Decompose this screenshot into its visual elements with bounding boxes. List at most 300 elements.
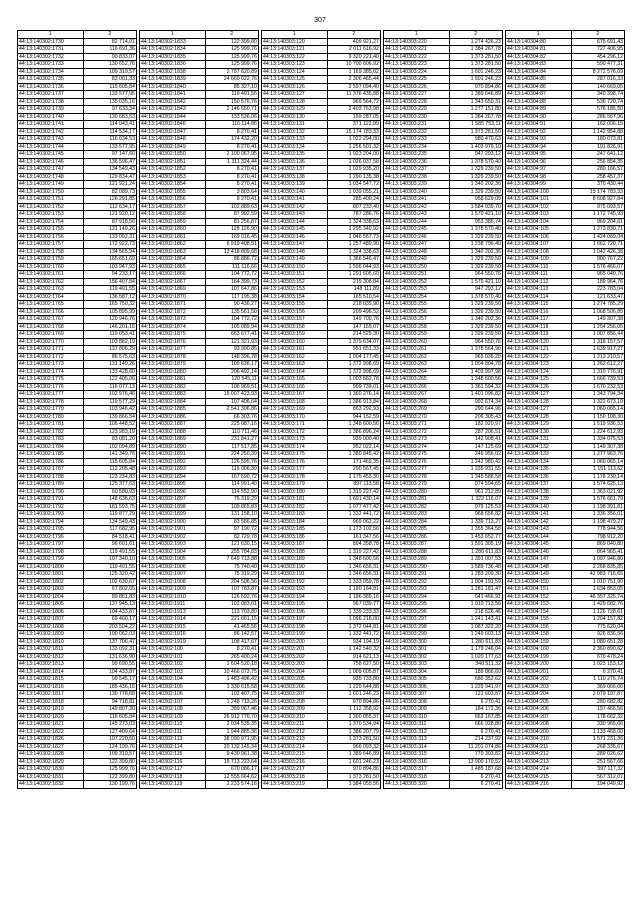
cadastral-value-cell: 131 158,10	[205, 511, 258, 519]
cadastral-number-cell: 44:13:140304:138	[505, 488, 571, 496]
cadastral-number-cell: 44:13:140304:128	[505, 413, 571, 421]
cadastral-value-cell: 115 605,84	[83, 713, 136, 721]
cadastral-number-cell: 44:13:140302:113	[139, 736, 205, 744]
cadastral-value-cell: 1 029 935,20	[327, 166, 380, 174]
table-row	[18, 166, 625, 174]
table-row	[18, 128, 625, 136]
cadastral-value-cell: 149 307,38	[571, 316, 624, 324]
cadastral-value-cell: 1 336 356,01	[571, 511, 624, 519]
cadastral-number-cell: 44:13:140302:1914	[139, 616, 205, 624]
cadastral-number-cell: 44:13:140303:174	[261, 443, 327, 451]
cadastral-number-cell: 44:13:140303:246	[383, 233, 449, 241]
cadastral-value-cell: 119 577,29	[83, 398, 136, 406]
cadastral-value-cell: 99 545,17	[83, 676, 136, 684]
table-row	[18, 743, 625, 751]
cadastral-number-cell: 44:13:140303:234	[383, 143, 449, 151]
table-row	[18, 121, 625, 129]
table-row	[18, 721, 625, 729]
table-row	[18, 578, 625, 586]
cadastral-number-cell: 44:13:140302:1784	[18, 443, 84, 451]
cadastral-value-cell: 369 066,06	[571, 683, 624, 691]
cadastral-value-cell: 967 039,77	[327, 601, 380, 609]
cadastral-number-cell: 44:13:140304:158	[505, 631, 571, 639]
cadastral-number-cell: 44:13:140304:99	[505, 181, 571, 189]
cadastral-value-cell: 1 173 102,56	[327, 526, 380, 534]
cadastral-value-cell: 251 567,66	[571, 758, 624, 766]
cadastral-number-cell: 44:13:140303:298	[383, 623, 449, 631]
cadastral-number-cell: 44:13:140302:1767	[18, 316, 84, 324]
cadastral-number-cell: 44:13:140303:252	[383, 278, 449, 286]
cadastral-value-cell: 1 691 430,14	[327, 496, 380, 504]
cadastral-number-cell: 44:13:140302:1819	[18, 706, 84, 714]
cadastral-value-cell: 120 545,11	[205, 376, 258, 384]
cadastral-value-cell: 94 233,17	[83, 271, 136, 279]
cadastral-number-cell: 44:13:140302:1828	[18, 751, 84, 759]
table-row	[18, 301, 625, 309]
cadastral-value-cell: 94 718,81	[83, 698, 136, 706]
cadastral-value-cell: 2 011 616,92	[327, 46, 380, 54]
cadastral-value-cell: 939 000,40	[327, 436, 380, 444]
cadastral-value-cell: 87 992,59	[205, 211, 258, 219]
cadastral-value-cell: 197 466,56	[571, 706, 624, 714]
cadastral-number-cell: 44:13:140303:201	[261, 646, 327, 654]
cadastral-value-cell: 131 149,26	[83, 226, 136, 234]
table-row	[18, 571, 625, 579]
cadastral-number-cell: 44:13:140303:221	[383, 46, 449, 54]
cadastral-number-cell: 44:13:140302:1753	[18, 211, 84, 219]
cadastral-number-cell: 44:13:140302:1879	[139, 361, 205, 369]
cadastral-value-cell: 1 345 588,58	[449, 473, 502, 481]
cadastral-number-cell: 44:13:140302:1781	[18, 421, 84, 429]
cadastral-value-cell: 1 519 936,53	[571, 421, 624, 429]
cadastral-value-cell: 246 956,02	[449, 451, 502, 459]
cadastral-number-cell: 44:13:140302:1864	[139, 256, 205, 264]
cadastral-number-cell: 44:13:140302:1910	[139, 593, 205, 601]
cadastral-number-cell: 44:13:140304:145	[505, 541, 571, 549]
cadastral-value-cell: 894 358,78	[327, 541, 380, 549]
cadastral-number-cell: 44:13:140304:93	[505, 136, 571, 144]
cadastral-number-cell: 44:13:140303:274	[383, 443, 449, 451]
cadastral-number-cell: 44:13:140302:1822	[18, 728, 84, 736]
cadastral-value-cell: 663 677,41	[205, 331, 258, 339]
cadastral-number-cell: 44:13:140303:134	[261, 143, 327, 151]
cadastral-value-cell: 135 561,50	[205, 308, 258, 316]
cadastral-number-cell: 44:13:140303:308	[383, 698, 449, 706]
cadastral-value-cell: 149 807,30	[83, 706, 136, 714]
cadastral-number-cell: 44:13:140302:1887	[139, 421, 205, 429]
cadastral-number-cell: 44:13:140304:204	[505, 691, 571, 699]
cadastral-value-cell: 148 111,89	[327, 286, 380, 294]
cadastral-value-cell: 280 166,57	[571, 166, 624, 174]
table-row	[18, 728, 625, 736]
cadastral-number-cell: 44:13:140302:1763	[18, 286, 84, 294]
cadastral-value-cell: 125 999,76	[205, 53, 258, 61]
cadastral-value-cell: 914 621,13	[327, 653, 380, 661]
cadastral-number-cell: 44:13:140302:1820	[18, 713, 84, 721]
table-row	[18, 136, 625, 144]
table-row	[18, 698, 625, 706]
cadastral-number-cell: 44:13:140304:205	[505, 698, 571, 706]
cadastral-value-cell: 1 010 751,90	[571, 578, 624, 586]
cadastral-number-cell: 44:13:140303:313	[383, 736, 449, 744]
cadastral-number-cell: 44:13:140303:213	[261, 736, 327, 744]
cadastral-number-cell: 44:13:140302:1780	[18, 413, 84, 421]
cadastral-value-cell: 290 567,45	[327, 466, 380, 474]
cadastral-number-cell: 44:13:140303:147	[261, 241, 327, 249]
table-row	[18, 218, 625, 226]
cadastral-value-cell: 90 436,27	[205, 301, 258, 309]
cadastral-value-cell: 116 077,13	[83, 383, 136, 391]
cadastral-number-cell: 44:13:140303:275	[383, 451, 449, 459]
cadastral-value-cell: 964 550,76	[449, 271, 502, 279]
cadastral-number-cell: 44:13:140303:128	[261, 98, 327, 106]
table-row	[18, 496, 625, 504]
cadastral-value-cell: 1 274 785,29	[571, 301, 624, 309]
cadastral-value-cell: 75 319,29	[205, 571, 258, 579]
table-row	[18, 46, 625, 54]
table-row	[18, 616, 625, 624]
cadastral-number-cell: 44:13:140302:1871	[139, 301, 205, 309]
cadastral-number-cell: 44:13:140304:150	[505, 578, 571, 586]
cadastral-value-cell: 1 142 954,88	[571, 128, 624, 136]
cadastral-number-cell: 44:13:140304:127	[505, 406, 571, 414]
cadastral-value-cell: 38 090 971,95	[205, 736, 258, 744]
cadastral-value-cell: 96 601,61	[83, 541, 136, 549]
cadastral-value-cell: 1 343 650,31	[449, 98, 502, 106]
table-row	[18, 668, 625, 676]
cadastral-number-cell: 44:13:140302:1867	[139, 278, 205, 286]
cadastral-value-cell: 1 179 246,04	[449, 646, 502, 654]
cadastral-value-cell: 964 550,76	[449, 338, 502, 346]
cadastral-value-cell: 114 552,90	[205, 488, 258, 496]
cadastral-value-cell: 109 865,83	[205, 503, 258, 511]
cadastral-number-cell: 44:13:140302:1749	[18, 181, 84, 189]
cadastral-number-cell: 44:13:140303:140	[261, 188, 327, 196]
cadastral-value-cell: 265 400,24	[205, 653, 258, 661]
cadastral-number-cell: 44:13:140303:283	[383, 511, 449, 519]
cadastral-value-cell: 15 174 783,33	[571, 188, 624, 196]
cadastral-value-cell: 124 199,76	[83, 743, 136, 751]
cadastral-number-cell: 44:13:140303:312	[383, 728, 449, 736]
cadastral-number-cell: 44:13:140303:208	[261, 698, 327, 706]
cadastral-value-cell: 1 254 256,05	[571, 323, 624, 331]
cadastral-value-cell: 1 277 151,80	[449, 106, 502, 114]
table-row	[18, 248, 625, 256]
cadastral-number-cell: 44:13:140302:1874	[139, 323, 205, 331]
cadastral-number-cell: 44:13:140302:118	[139, 773, 205, 781]
cadastral-number-cell: 44:13:140304:103	[505, 211, 571, 219]
cadastral-value-cell: 1 010 713,56	[449, 601, 502, 609]
cadastral-value-cell: 1 386 896,24	[327, 428, 380, 436]
cadastral-number-cell: 44:13:140304:214	[505, 766, 571, 774]
cadastral-value-cell: 128 126,90	[205, 226, 258, 234]
table-row	[18, 593, 625, 601]
cadastral-value-cell: 934 194,19	[327, 638, 380, 646]
cadastral-value-cell: 1 175 453,30	[327, 473, 380, 481]
cadastral-number-cell: 44:13:140304:133	[505, 451, 571, 459]
table-row	[18, 346, 625, 354]
cadastral-value-cell: 758 627,50	[327, 661, 380, 669]
cadastral-number-cell: 44:13:140303:276	[383, 458, 449, 466]
cadastral-number-cell: 44:13:140302:1858	[139, 211, 205, 219]
cadastral-value-cell: 165 651,69	[83, 256, 136, 264]
cadastral-value-cell: 1 329 239,50	[449, 166, 502, 174]
table-row	[18, 76, 625, 84]
cadastral-value-cell: 576 186,50	[571, 106, 624, 114]
cadastral-number-cell: 44:13:140302:1739	[18, 106, 84, 114]
cadastral-number-cell: 44:13:140302:1817	[18, 691, 84, 699]
cadastral-value-cell: 185 436,16	[83, 683, 136, 691]
cadastral-value-cell: 171 469,35	[327, 458, 380, 466]
cadastral-number-cell: 44:13:140302:1865	[139, 263, 205, 271]
cadastral-number-cell: 44:13:140302:1764	[18, 293, 84, 301]
cadastral-value-cell: 123 983,19	[83, 428, 136, 436]
cadastral-value-cell: 131 636,90	[83, 653, 136, 661]
cadastral-number-cell: 44:13:140303:220	[383, 38, 449, 46]
cadastral-value-cell: 86 142,57	[205, 631, 258, 639]
cadastral-number-cell: 44:13:140303:160	[261, 338, 327, 346]
cadastral-value-cell: 102 083,61	[205, 601, 258, 609]
cadastral-value-cell: 102 630,67	[83, 578, 136, 586]
cadastral-value-cell: 107 406,64	[205, 398, 258, 406]
cadastral-number-cell: 44:13:140304:101	[505, 196, 571, 204]
cadastral-value-cell: 1 248 713,26	[205, 698, 258, 706]
cadastral-number-cell: 44:13:140302:1787	[18, 466, 84, 474]
cadastral-number-cell: 44:13:140304:153	[505, 601, 571, 609]
cadastral-value-cell: 974 594,65	[449, 481, 502, 489]
cadastral-number-cell: 44:13:140302:1796	[18, 533, 84, 541]
cadastral-value-cell: 131 149,26	[83, 361, 136, 369]
cadastral-number-cell: 44:13:140303:216	[261, 758, 327, 766]
cadastral-number-cell: 44:13:140303:145	[261, 226, 327, 234]
cadastral-value-cell: 1 584 939,70	[449, 203, 502, 211]
cadastral-value-cell: 119 491,55	[83, 286, 136, 294]
cadastral-number-cell: 44:13:140303:232	[383, 128, 449, 136]
cadastral-value-cell: 1 373 281,50	[449, 61, 502, 69]
cadastral-value-cell: 258 457,37	[571, 173, 624, 181]
cadastral-value-cell: 1 380 845,42	[327, 451, 380, 459]
cadastral-value-cell: 115 605,84	[83, 83, 136, 91]
cadastral-number-cell: 44:13:140302:1833	[139, 38, 205, 46]
cadastral-number-cell: 44:13:140303:228	[383, 98, 449, 106]
cadastral-number-cell: 44:13:140304:83	[505, 61, 571, 69]
column-header: 1	[505, 31, 571, 39]
cadastral-number-cell: 44:13:140302:1778	[18, 398, 84, 406]
cadastral-value-cell: 775 620,04	[571, 623, 624, 631]
cadastral-number-cell: 44:13:140303:194	[261, 593, 327, 601]
cadastral-number-cell: 44:13:140303:153	[261, 286, 327, 294]
cadastral-value-cell: 1 142 540,32	[327, 646, 380, 654]
cadastral-value-cell: 1 280 611,83	[449, 548, 502, 556]
cadastral-value-cell: 567 312,07	[571, 773, 624, 781]
cadastral-number-cell: 44:13:140302:1802	[18, 578, 84, 586]
cadastral-number-cell: 44:13:140303:288	[383, 548, 449, 556]
cadastral-number-cell: 44:13:140303:278	[383, 473, 449, 481]
cadastral-number-cell: 44:13:140303:223	[383, 61, 449, 69]
cadastral-number-cell: 44:13:140302:1883	[139, 391, 205, 399]
cadastral-number-cell: 44:13:140302:1875	[139, 331, 205, 339]
cadastral-number-cell: 44:13:140303:156	[261, 308, 327, 316]
cadastral-number-cell: 44:13:140302:1911	[139, 601, 205, 609]
cadastral-number-cell: 44:13:140303:265	[383, 376, 449, 384]
table-row	[18, 286, 625, 294]
cadastral-value-cell: 935 733,80	[327, 676, 380, 684]
cadastral-number-cell: 44:13:140302:1811	[18, 646, 84, 654]
cadastral-number-cell: 44:13:140304:89	[505, 106, 571, 114]
cadastral-number-cell: 44:13:140302:102	[139, 661, 205, 669]
cadastral-number-cell: 44:13:140303:225	[383, 76, 449, 84]
cadastral-number-cell: 44:13:140302:1821	[18, 721, 84, 729]
table-row	[18, 241, 625, 249]
cadastral-value-cell: 2 597 094,40	[327, 83, 380, 91]
cadastral-value-cell: 8 270,41	[205, 646, 258, 654]
cadastral-value-cell: 1 429 682,76	[571, 601, 624, 609]
cadastral-value-cell: 285 400,24	[327, 196, 380, 204]
cadastral-number-cell: 44:13:140302:1777	[18, 391, 84, 399]
cadastral-value-cell: 133 577,95	[83, 143, 136, 151]
table-row	[18, 98, 625, 106]
cadastral-value-cell: 117 195,38	[205, 293, 258, 301]
column-header: 2	[205, 31, 258, 39]
cadastral-number-cell: 44:13:140302:1841	[139, 91, 205, 99]
cadastral-value-cell: 1 256 501,32	[327, 143, 380, 151]
cadastral-value-cell: 1 180 164,81	[327, 586, 380, 594]
cadastral-number-cell: 44:13:140302:1855	[139, 188, 205, 196]
table-row	[18, 383, 625, 391]
cadastral-value-cell: 121 633,47	[571, 293, 624, 301]
cadastral-number-cell: 44:13:140303:236	[383, 158, 449, 166]
cadastral-number-cell: 44:13:140303:189	[261, 556, 327, 564]
cadastral-number-cell: 44:13:140302:1761	[18, 271, 84, 279]
cadastral-value-cell: 8 270,41	[205, 143, 258, 151]
cadastral-value-cell: 83 081,20	[83, 436, 136, 444]
cadastral-value-cell: 13 900 170,52	[449, 758, 502, 766]
cadastral-value-cell: 951 651,33	[327, 346, 380, 354]
cadastral-number-cell: 44:13:140302:1909	[139, 586, 205, 594]
cadastral-number-cell: 44:13:140303:149	[261, 256, 327, 264]
cadastral-value-cell: 969 564,72	[327, 98, 380, 106]
cadastral-number-cell: 44:13:140302:1818	[18, 698, 84, 706]
cadastral-value-cell: 8 270,41	[205, 166, 258, 174]
cadastral-number-cell: 44:13:140304:105	[505, 226, 571, 234]
cadastral-value-cell: 1 273 830,71	[571, 226, 624, 234]
cadastral-number-cell: 44:13:140302:1744	[18, 143, 84, 151]
cadastral-value-cell: 1 329 239,50	[449, 331, 502, 339]
cadastral-value-cell: 1 277 963,76	[571, 451, 624, 459]
cadastral-number-cell: 44:13:140302:1762	[18, 278, 84, 286]
cadastral-value-cell: 82 089,73	[83, 188, 136, 196]
cadastral-number-cell: 44:13:140304:121	[505, 346, 571, 354]
cadastral-number-cell: 44:13:140303:256	[383, 308, 449, 316]
cadastral-number-cell: 44:13:140302:1741	[18, 121, 84, 129]
cadastral-value-cell: 1 262 612,27	[571, 361, 624, 369]
cadastral-value-cell: 1 080 651,28	[571, 638, 624, 646]
cadastral-number-cell: 44:13:140303:226	[383, 83, 449, 91]
cadastral-number-cell: 44:13:140302:1898	[139, 503, 205, 511]
cadastral-value-cell: 133 428,60	[83, 368, 136, 376]
cadastral-number-cell: 44:13:140303:307	[383, 691, 449, 699]
cadastral-number-cell: 44:13:140302:1834	[139, 46, 205, 54]
cadastral-number-cell: 44:13:140303:178	[261, 473, 327, 481]
cadastral-value-cell: 1 087 322,20	[449, 623, 502, 631]
cadastral-number-cell: 44:13:140304:110	[505, 263, 571, 271]
cadastral-value-cell: 787 286,76	[327, 211, 380, 219]
cadastral-value-cell: 1 634 853,05	[571, 586, 624, 594]
table-row	[18, 481, 625, 489]
cadastral-number-cell: 44:13:140303:248	[383, 248, 449, 256]
cadastral-value-cell: 93 990,85	[205, 346, 258, 354]
cadastral-value-cell: 165 510,54	[327, 293, 380, 301]
cadastral-value-cell: 106 448,52	[83, 421, 136, 429]
table-row	[18, 226, 625, 234]
cadastral-value-cell: 134 549,43	[83, 166, 136, 174]
cadastral-number-cell: 44:13:140304:159	[505, 638, 571, 646]
cadastral-value-cell: 6 270,41	[449, 781, 502, 789]
cadastral-value-cell: 641 466,91	[449, 593, 502, 601]
cadastral-number-cell: 44:13:140303:210	[261, 713, 327, 721]
cadastral-value-cell: 1 591 305,19	[449, 541, 502, 549]
cadastral-number-cell: 44:13:140302:1760	[18, 263, 84, 271]
cadastral-number-cell: 44:13:140303:262	[383, 353, 449, 361]
cadastral-value-cell: 218 626,46	[449, 608, 502, 616]
cadastral-number-cell: 44:13:140303:135	[261, 151, 327, 159]
cadastral-value-cell: 1 077 477,42	[327, 503, 380, 511]
table-row	[18, 683, 625, 691]
cadastral-number-cell: 44:13:140302:1747	[18, 166, 84, 174]
cadastral-number-cell: 44:13:140302:1877	[139, 346, 205, 354]
cadastral-number-cell: 44:13:140303:254	[383, 293, 449, 301]
cadastral-number-cell: 44:13:140304:203	[505, 683, 571, 691]
cadastral-value-cell: 1 329 239,50	[449, 233, 502, 241]
cadastral-number-cell: 44:13:140302:1843	[139, 106, 205, 114]
table-row	[18, 661, 625, 669]
cadastral-number-cell: 44:13:140304:149	[505, 571, 571, 579]
cadastral-value-cell: 125 377,63	[83, 481, 136, 489]
cadastral-value-cell: 1 042 426,38	[571, 248, 624, 256]
cadastral-value-cell: 119 491,55	[83, 563, 136, 571]
cadastral-value-cell: 1 290 135,38	[327, 173, 380, 181]
cadastral-value-cell: 150 576,76	[205, 98, 258, 106]
cadastral-value-cell: 122 399,80	[83, 773, 136, 781]
cadastral-number-cell: 44:13:140303:263	[383, 361, 449, 369]
cadastral-number-cell: 44:13:140303:172	[261, 428, 327, 436]
cadastral-number-cell: 44:13:140303:198	[261, 623, 327, 631]
cadastral-value-cell: 247 641,12	[571, 151, 624, 159]
cadastral-value-cell: 102 976,46	[83, 391, 136, 399]
cadastral-value-cell: 1 335 931,55	[449, 466, 502, 474]
cadastral-number-cell: 44:13:140302:1832	[18, 781, 84, 789]
cadastral-number-cell: 44:13:140302:1740	[18, 113, 84, 121]
cadastral-value-cell: 1 300 055,37	[327, 713, 380, 721]
cadastral-value-cell: 115 605,84	[83, 458, 136, 466]
cadastral-value-cell: 130 199,76	[83, 781, 136, 789]
cadastral-value-cell: 69 460,17	[83, 616, 136, 624]
cadastral-number-cell: 44:13:140302:1906	[139, 563, 205, 571]
cadastral-number-cell: 44:13:140303:238	[383, 173, 449, 181]
cadastral-number-cell: 44:13:140304:136	[505, 473, 571, 481]
cadastral-number-cell: 44:13:140302:1838	[139, 68, 205, 76]
table-row	[18, 526, 625, 534]
table-row	[18, 541, 625, 549]
cadastral-number-cell: 44:13:140302:1797	[18, 541, 84, 549]
cadastral-number-cell: 44:13:140304:155	[505, 616, 571, 624]
cadastral-number-cell: 44:13:140303:310	[383, 713, 449, 721]
cadastral-number-cell: 44:13:140304:125	[505, 376, 571, 384]
cadastral-value-cell: 214 237,92	[449, 736, 502, 744]
cadastral-number-cell: 44:13:140302:1842	[139, 98, 205, 106]
cadastral-number-cell: 44:13:140303:222	[383, 53, 449, 61]
cadastral-value-cell: 8 272 576,09	[571, 68, 624, 76]
